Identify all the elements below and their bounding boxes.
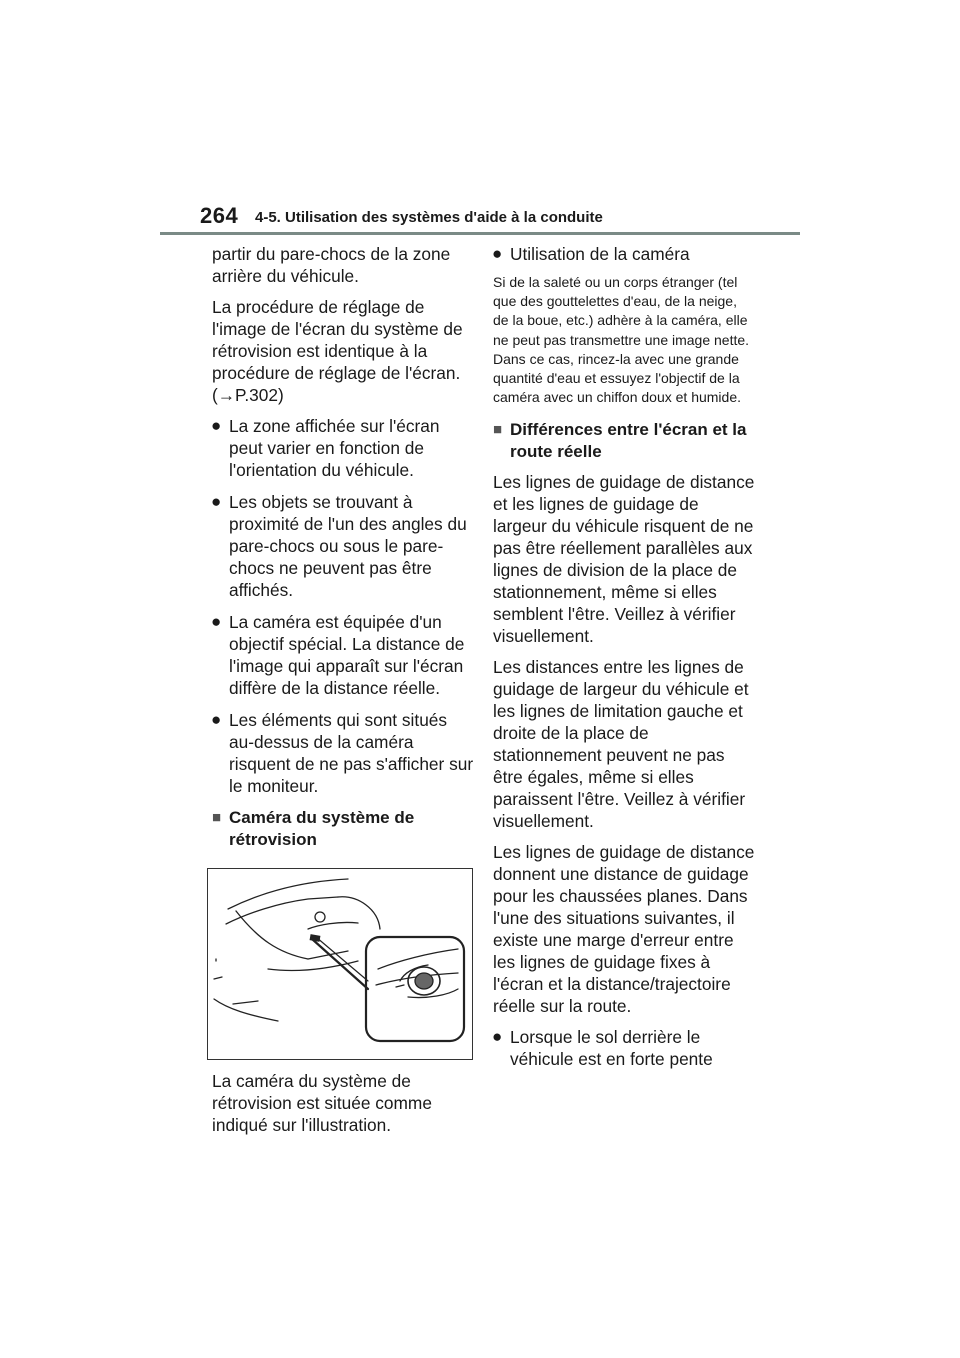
bullet-item	[212, 491, 474, 601]
bullet-dot-icon: ●	[492, 1027, 503, 1047]
bullet-dot-icon: ●	[211, 612, 222, 631]
right-column	[493, 243, 755, 1080]
square-heading-icon: ■	[493, 421, 503, 439]
bullet-item	[212, 415, 474, 481]
bullet-dot-icon: ●	[211, 710, 222, 729]
bullet-item	[493, 1026, 755, 1070]
paragraph: partir du pare-chocs de la zone arrière du véhicule.	[212, 244, 451, 286]
bullet-item	[212, 611, 474, 699]
small-paragraph: Si de la saleté ou un corps étranger (tel que des gouttelettes d'eau, de la neige, de la boue, etc.) adhère à la caméra, elle ne peut pas transmettre une image nette. Dans ce cas, rincez-la avec une grande quantité d'eau et essuyez l'objectif de la caméra avec un chiffon doux et humide.	[493, 274, 750, 406]
bullet-text: Les éléments qui sont situés au-dessus de la caméra risquent de ne pas s'afficher sur le moniteur.	[229, 710, 474, 796]
bullet-text: La caméra est équipée d'un objectif spécial. La distance de l'image qui apparaît sur l'écran diffère de la distance réelle.	[229, 612, 465, 698]
paragraph: Les distances entre les lignes de guidage de largeur du véhicule et les lignes de limitation gauche et droite de la place de stationnement peuvent ne pas être égales, même si elles paraissent l'être. Veillez à vérifier visuellement.	[493, 657, 749, 832]
section-title: 4-5. Utilisation des systèmes d'aide à la conduite	[255, 209, 603, 226]
camera-illustration	[207, 868, 473, 1060]
subsection-heading	[493, 419, 755, 462]
bullet-dot-icon: ●	[211, 492, 222, 511]
subsection-heading	[212, 807, 474, 850]
heading-text: Caméra du système de rétrovision	[229, 808, 415, 849]
paragraph: Les lignes de guidage de distance donnent une distance de guidage pour les chaussées planes. Dans l'une des situations suivantes, il existe une marge d'erreur entre les lignes de guidage fixes à l'écran et la distance/trajectoire réelle sur la route.	[493, 842, 755, 1017]
bullet-item	[212, 709, 474, 797]
square-heading-icon: ■	[212, 809, 222, 826]
bullet-text: Lorsque le sol derrière le véhicule est en forte pente	[510, 1027, 713, 1070]
page-number: 264	[200, 203, 239, 228]
bullet-text: Les objets se trouvant à proximité de l'un des angles du pare-chocs ou sous le pare-chocs ne peuvent pas être affichés.	[229, 492, 467, 600]
bullet-dot-icon: ●	[211, 416, 222, 435]
bullet-dot-icon: ●	[492, 244, 503, 263]
bullet-text: Utilisation de la caméra	[510, 244, 690, 264]
bullet-item	[493, 243, 755, 265]
left-column	[212, 243, 474, 1145]
paragraph: La procédure de réglage de l'image de l'écran du système de rétrovision est identique à la procédure de réglage de l'écran. (→P.302)	[212, 297, 463, 405]
header-divider	[160, 232, 800, 235]
heading-text: Différences entre l'écran et la route réelle	[510, 420, 747, 461]
bullet-text: La zone affichée sur l'écran peut varier en fonction de l'orientation du véhicule.	[229, 416, 440, 480]
paragraph: Les lignes de guidage de distance et les lignes de guidage de largeur du véhicule risquent de ne pas être réellement parallèles aux lignes de division de la place de stationnement, même si elles semblent l'être. Veillez à vérifier visuellement.	[493, 472, 755, 647]
figure-caption: La caméra du système de rétrovision est située comme indiqué sur l'illustration.	[212, 1071, 432, 1135]
